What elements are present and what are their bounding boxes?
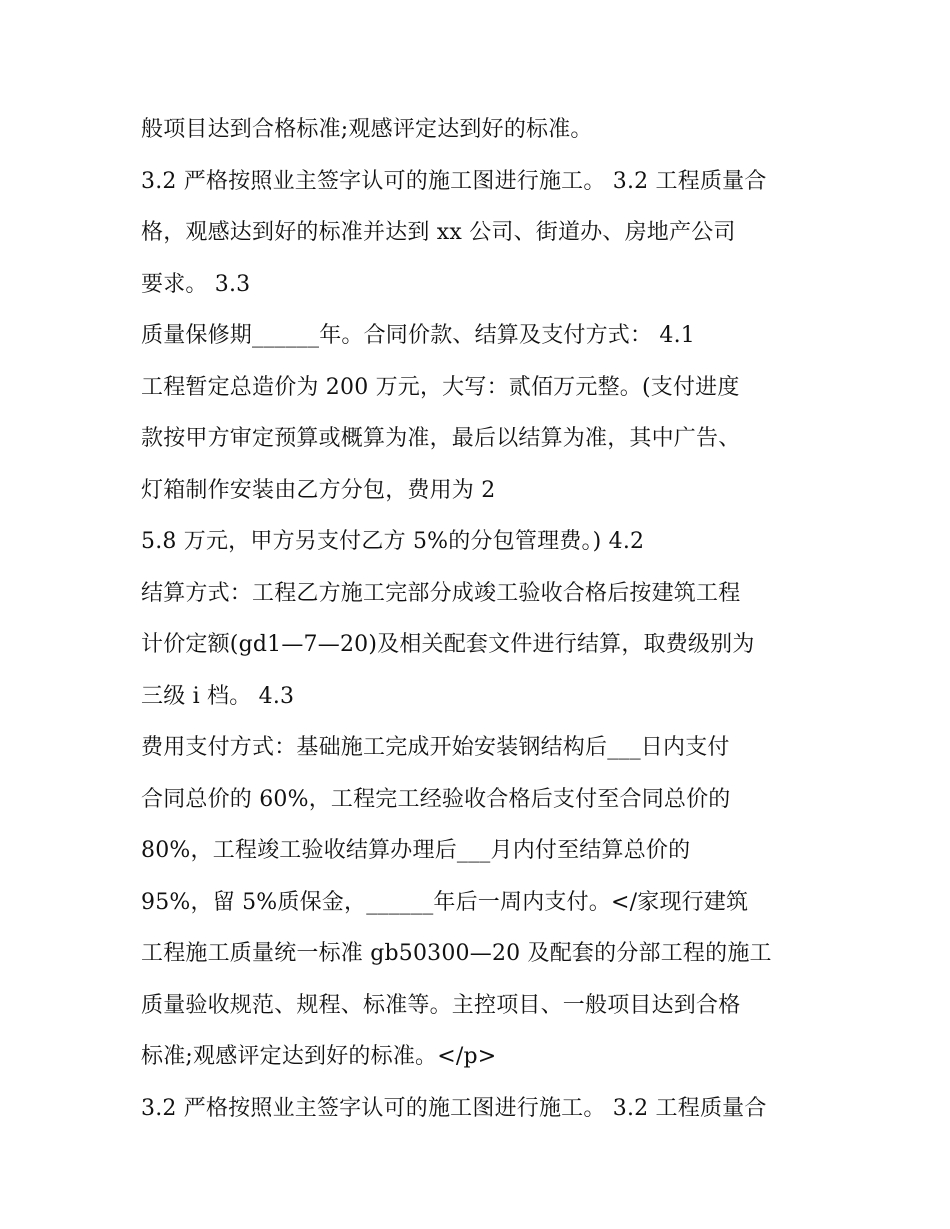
text-line: 质量验收规范、规程、标准等。主控项目、一般项目达到合格 [141, 992, 741, 1018]
text-line: 质量保修期______年。合同价款、结算及支付方式： 4.1 [141, 323, 695, 348]
text-line: 计价定额(gd1—7—20)及相关配套文件进行结算，取费级别为 [141, 632, 755, 657]
text-line: 般项目达到合格标准;观感评定达到好的标准。 [141, 117, 593, 142]
text-line: 格，观感达到好的标准并达到 xx 公司、街道办、房地产公司 [141, 220, 736, 245]
text-line: 95%，留 5%质保金，______年后一周内支付。</家现行建筑 [141, 889, 749, 915]
document-body [141, 104, 821, 1134]
text-line: 3.2 严格按照业主签字认可的施工图进行施工。 3.2 工程质量合 [141, 168, 767, 194]
text-line: 80%，工程竣工验收结算办理后___月内付至结算总价的 [141, 838, 691, 863]
text-line: 工程暂定总造价为 200 万元，大写：贰佰万元整。(支付进度 [141, 374, 740, 400]
text-line: 灯箱制作安装由乙方分包，费用为 2 [141, 477, 496, 503]
text-line: 款按甲方审定预算或概算为准，最后以结算为准，其中广告、 [141, 426, 741, 451]
text-line: 5.8 万元，甲方另支付乙方 5%的分包管理费。) 4.2 [141, 529, 645, 554]
text-line: 费用支付方式：基础施工完成开始安装钢结构后___日内支付 [141, 735, 730, 760]
text-line: 三级 i 档。 4.3 [141, 683, 295, 709]
text-line: 工程施工质量统一标准 gb50300—20 及配套的分部工程的施工 [141, 941, 772, 966]
text-line: 要求。 3.3 [141, 271, 251, 297]
text-line: 合同总价的 60%，工程完工经验收合格后支付至合同总价的 [141, 786, 731, 812]
text-line: 标准;观感评定达到好的标准。</p> [141, 1044, 497, 1069]
text-line: 3.2 严格按照业主签字认可的施工图进行施工。 3.2 工程质量合 [141, 1095, 767, 1121]
text-line: 结算方式：工程乙方施工完部分成竣工验收合格后按建筑工程 [141, 580, 741, 606]
